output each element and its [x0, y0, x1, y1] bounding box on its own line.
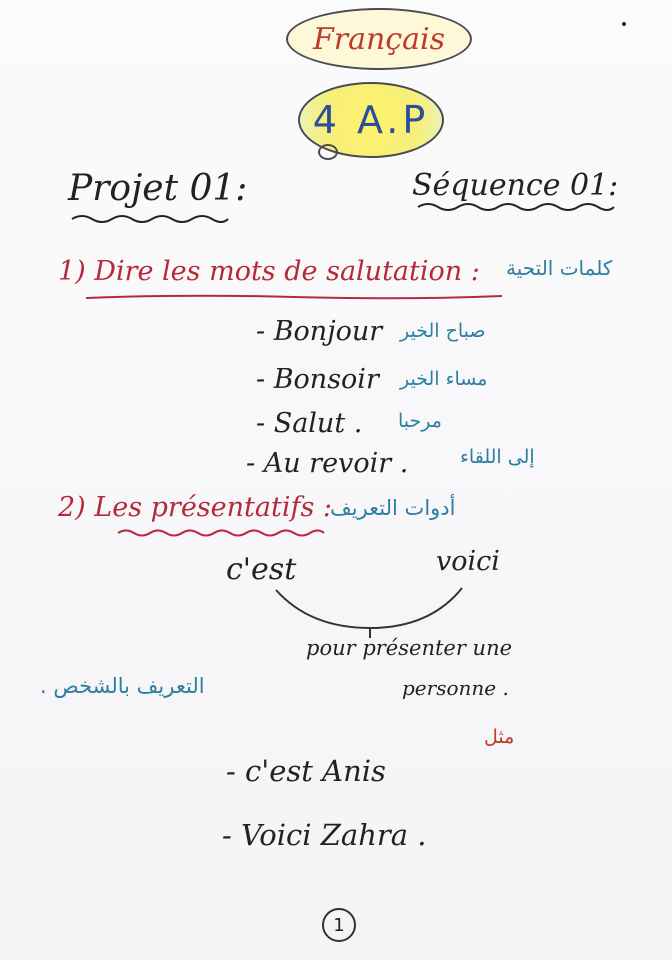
sequence-underline [416, 200, 616, 214]
level-title: 4 A.P [312, 98, 430, 142]
purpose-line-1: pour présenter une [306, 636, 513, 660]
page-number: 1 [322, 908, 356, 942]
greeting-ar-1: صباح الخير [400, 320, 486, 342]
section2-heading-ar: أدوات التعريف [330, 496, 456, 520]
purpose-ar: التعريف بالشخص . [40, 674, 205, 698]
presentatif-voici: voici [436, 546, 500, 577]
greeting-ar-2: مساء الخير [400, 368, 488, 390]
section1-heading: 1) Dire les mots de salutation : [58, 256, 480, 287]
cloud-tail-bubble [318, 144, 338, 160]
example-1: - c'est Anis [226, 754, 386, 788]
purpose-line-2: personne . [402, 676, 509, 700]
greeting-fr-3: - Salut . [256, 408, 363, 439]
bracket-arrow [270, 582, 470, 642]
section1-underline [84, 292, 504, 302]
section1-heading-ar: كلمات التحية [506, 256, 613, 280]
greeting-fr-2: - Bonsoir [256, 364, 379, 395]
ink-dot [622, 22, 626, 26]
sequence-title: Séquence 01: [412, 168, 619, 203]
example-2: - Voici Zahra . [222, 818, 427, 852]
section2-heading: 2) Les présentatifs : [58, 492, 332, 523]
example-label-ar: مثل [484, 726, 515, 748]
greeting-ar-4: إلى اللقاء [460, 446, 535, 468]
greeting-ar-3: مرحبا [398, 410, 442, 432]
subject-title: Français [312, 21, 446, 57]
presentatif-cest: c'est [226, 552, 297, 587]
subject-cloud [286, 8, 472, 70]
greeting-fr-4: - Au revoir . [246, 448, 409, 479]
section2-underline [116, 526, 326, 538]
project-title: Projet 01: [68, 168, 248, 209]
project-underline [70, 212, 230, 226]
greeting-fr-1: - Bonjour [256, 316, 383, 347]
